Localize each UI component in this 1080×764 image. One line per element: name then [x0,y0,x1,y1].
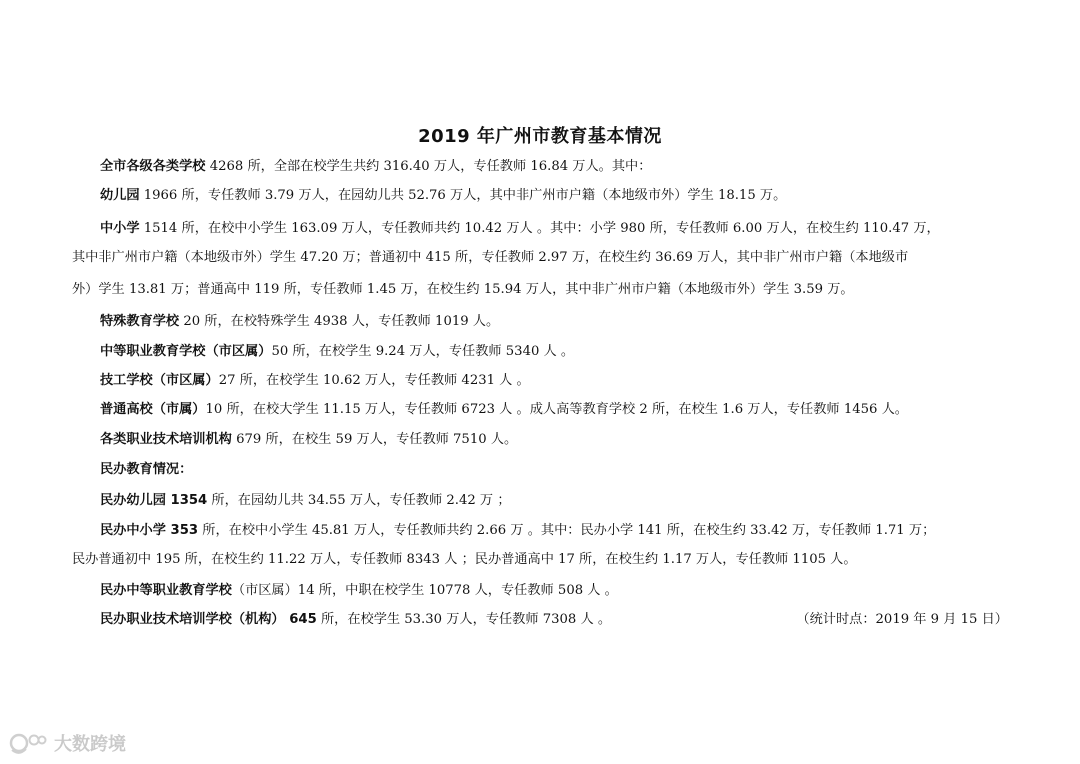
paragraph-line [100,401,908,419]
paragraph-line [100,158,651,176]
stat-date-note: （统计时点：2019 年 9 月 15 日） [796,612,1008,627]
line-heading: 全市各级各类学校 [100,159,206,174]
line-text: 4268 所，全部在校学生共约 316.40 万人，专任教师 16.84 万人。其中： [205,159,652,174]
paragraph-line [100,220,940,238]
paragraph-line [100,492,511,510]
line-text: 27 所，在校学生 10.62 万人，专任教师 4231 人 。 [218,373,530,388]
line-heading: 各类职业技术培训机构 [100,432,232,447]
paragraph-line [72,281,854,299]
line-text: 1514 所，在校中小学生 163.09 万人，专任教师共约 10.42 万人 。其中：小学 980 所，专任教师 6.00 万人，在校生约 110.47 万， [139,221,940,236]
line-text: 所，在校中小学生 45.81 万人，专任教师共约 2.66 万 。其中：民办小学 141 所，在校生约 33.42 万，专任教师 1.71 万； [198,523,936,538]
line-heading: 民办中等职业教育学校 [100,583,232,598]
line-text: 1966 所，专任教师 3.79 万人，在园幼儿共 52.76 万人，其中非广州市户籍（本地级市外）学生 18.15 万。 [139,188,787,203]
paragraph-line [100,313,499,331]
line-heading: 中等职业教育学校（市区属） [100,344,272,359]
line-text: 679 所，在校生 59 万人，专任教师 7510 人。 [231,432,518,447]
watermark-text: 大数跨境 [54,734,126,755]
line-heading: 特殊教育学校 [100,314,180,329]
paragraph-line [100,611,611,629]
line-text: 所，在校学生 53.30 万人，专任教师 7308 人 。 [316,612,612,627]
line-heading: 幼儿园 [100,188,140,203]
section-heading [100,461,192,479]
line-heading: 民办幼儿园 1354 [100,493,208,508]
line-text: 10 所，在校大学生 11.15 万人，专任教师 6723 人 。成人高等教育学校 2 所，在校生 1.6 万人，专任教师 1456 人。 [205,402,908,417]
line-text: 外）学生 13.81 万；普通高中 119 所，专任教师 1.45 万，在校生约 15.94 万人，其中非广州市户籍（本地级市外）学生 3.59 万。 [72,282,854,297]
line-heading: 民办中小学 353 [100,523,199,538]
line-text: 所，在园幼儿共 34.55 万人，专任教师 2.42 万 ； [207,493,511,508]
line-text: 其中非广州市户籍（本地级市外）学生 47.20 万；普通初中 415 所，专任教师 2.97 万，在校生约 36.69 万人，其中非广州市户籍（本地级市 [72,250,909,265]
line-heading: 技工学校（市区属） [100,373,219,388]
watermark [8,730,126,756]
line-text: （市区属）14 所，中职在校学生 10778 人，专任教师 508 人 。 [231,583,618,598]
line-text: 50 所，在校学生 9.24 万人，专任教师 5340 人 。 [271,344,575,359]
line-heading: 民办教育情况： [100,462,193,477]
line-text: 20 所，在校特殊学生 4938 人，专任教师 1019 人。 [179,314,500,329]
document-title: 2019 年广州市教育基本情况 [418,126,662,147]
line-heading: 普通高校（市属） [100,402,206,417]
paragraph-line [100,582,618,600]
line-heading: 民办职业技术培训学校（机构） 645 [100,612,317,627]
paragraph-line [100,431,517,449]
watermark-logo-icon [8,732,48,754]
paragraph-line [100,343,574,361]
paragraph-line [100,522,935,540]
paragraph-line [72,249,908,267]
paragraph-line [72,551,857,569]
paragraph-line [100,372,530,390]
line-text: 民办普通初中 195 所，在校生约 11.22 万人，专任教师 8343 人 ；民办普通高中 17 所，在校生约 1.17 万人，专任教师 1105 人。 [72,552,857,567]
paragraph-line [100,187,786,205]
line-heading: 中小学 [100,221,140,236]
